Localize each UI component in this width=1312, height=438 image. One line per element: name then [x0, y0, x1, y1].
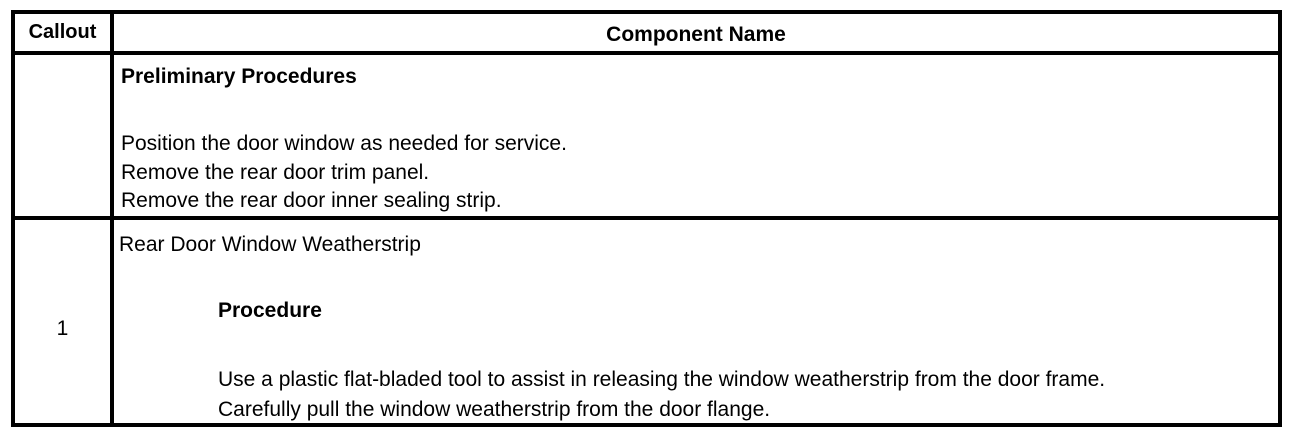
preliminary-step: Position the door window as needed for service. — [121, 132, 567, 155]
procedure-step: Use a plastic flat-bladed tool to assist in releasing the window weatherstrip from the door frame. — [218, 368, 1106, 391]
component-name: Rear Door Window Weatherstrip — [119, 233, 421, 256]
section-row-divider — [15, 216, 1278, 220]
header-row-divider — [15, 51, 1278, 55]
procedure-title: Procedure — [218, 299, 322, 322]
callout-number: 1 — [56, 317, 69, 340]
preliminary-step: Remove the rear door trim panel. — [121, 161, 430, 184]
preliminary-step: Remove the rear door inner sealing strip. — [121, 189, 502, 212]
preliminary-procedures-title: Preliminary Procedures — [121, 65, 357, 88]
callout-column-header: Callout — [28, 21, 97, 43]
component-name-column-header: Component Name — [606, 23, 786, 46]
procedure-step: Carefully pull the window weatherstrip from the door flange. — [218, 398, 771, 421]
procedure-table — [11, 10, 1282, 427]
